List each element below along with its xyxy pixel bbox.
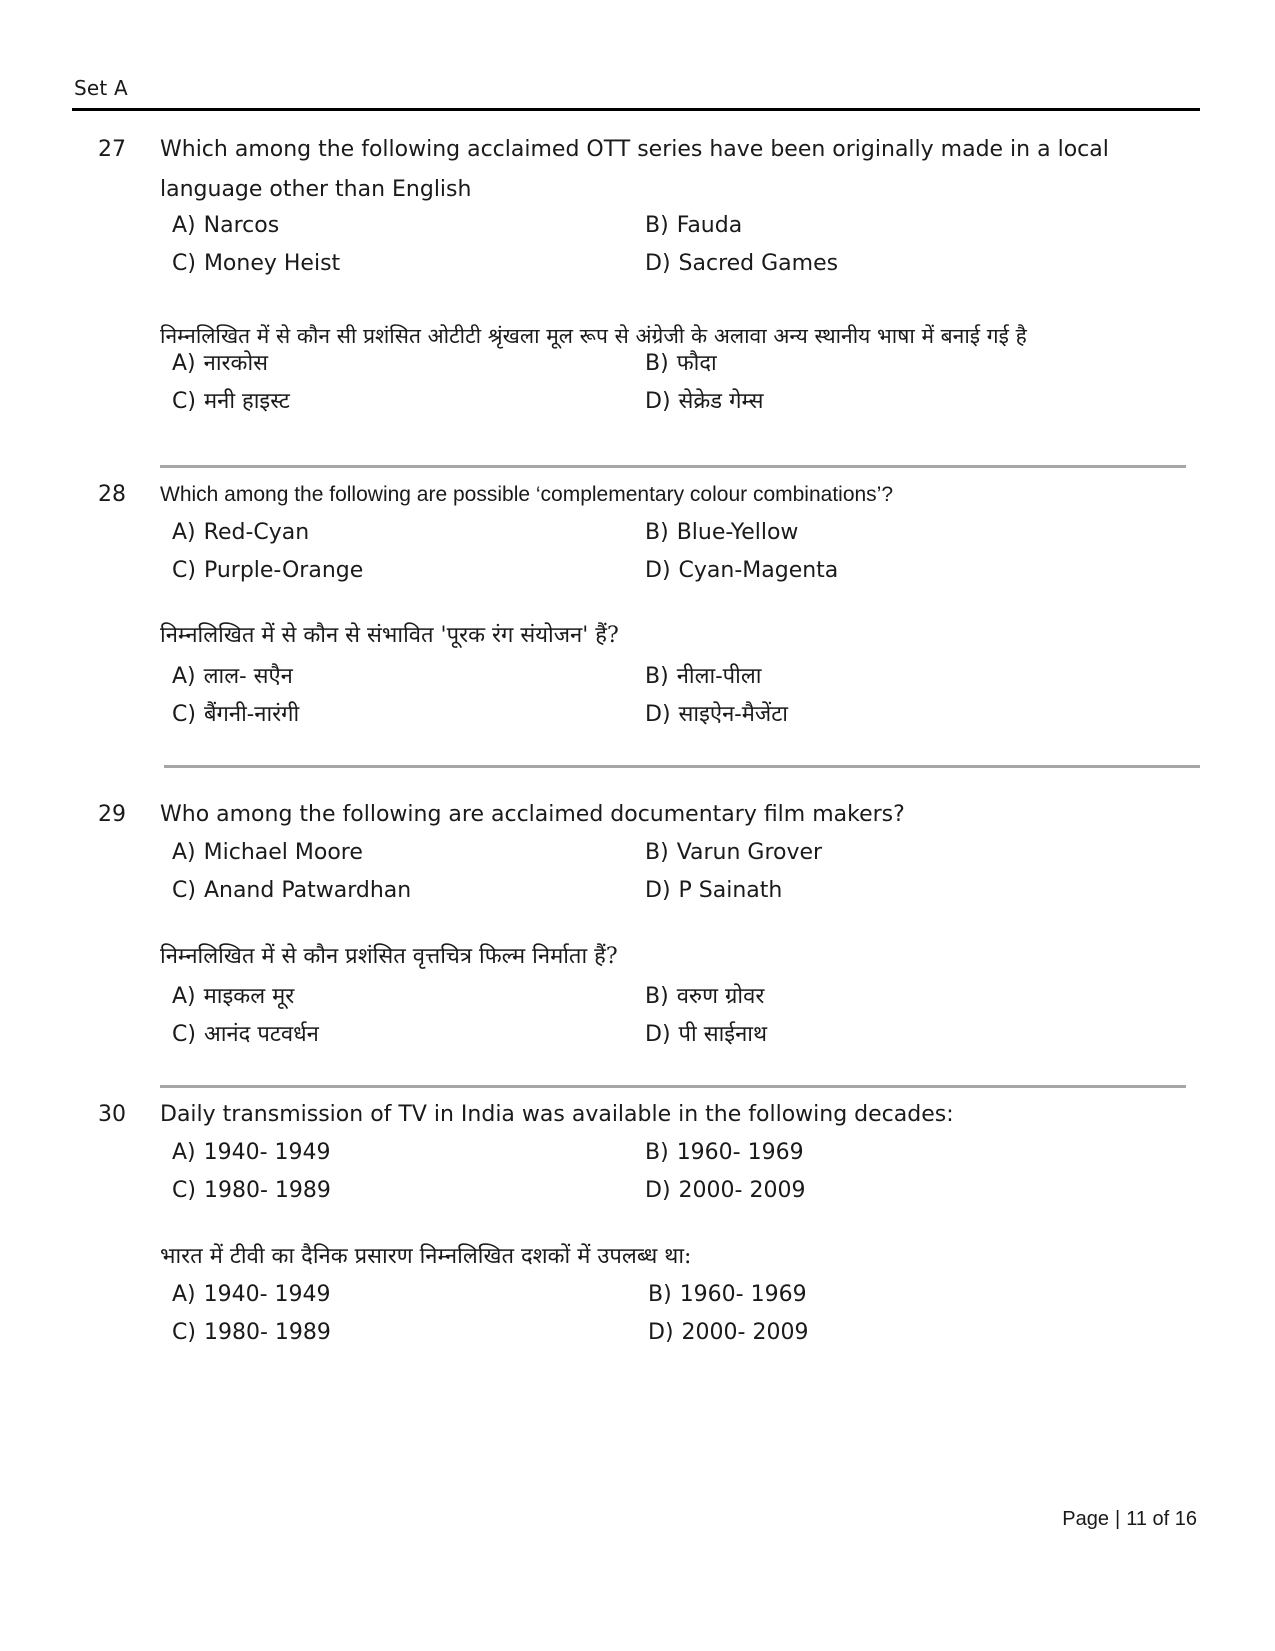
page-number: 11 of 16 [1126, 1508, 1197, 1530]
option-c-en[interactable]: C) Anand Patwardhan [172, 878, 412, 903]
question-number: 30 [98, 1102, 126, 1127]
option-c-hi[interactable]: C) बैंगनी-नारंगी [172, 702, 300, 727]
option-b-hi[interactable]: B) वरुण ग्रोवर [645, 984, 765, 1009]
option-a-hi[interactable]: A) लाल- सएैन [172, 664, 293, 689]
option-c-en[interactable]: C) Purple-Orange [172, 558, 364, 583]
page-word: Page [1062, 1508, 1109, 1530]
question-text-hi: निम्नलिखित में से कौन सी प्रशंसित ओटीटी श्रृंखला मूल रूप से अंग्रेजी के अलावा अन्य स्थानीय भाषा में बनाई गई है [160, 324, 1027, 348]
question-divider [160, 465, 1186, 468]
option-d-en[interactable]: D) 2000- 2009 [645, 1178, 806, 1203]
question-text-en: Which among the following are possible ‘complementary colour combinations’? [160, 483, 894, 506]
option-a-en[interactable]: A) Michael Moore [172, 840, 363, 865]
option-c-en[interactable]: C) 1980- 1989 [172, 1178, 331, 1203]
question-divider [160, 1085, 1186, 1088]
option-b-hi[interactable]: B) फौदा [645, 351, 717, 376]
page-footer [1062, 1508, 1197, 1531]
option-c-hi[interactable]: C) मनी हाइस्ट [172, 389, 290, 414]
question-divider [164, 765, 1200, 768]
option-b-en[interactable]: B) Varun Grover [645, 840, 823, 865]
option-b-hi[interactable]: B) नीला-पीला [645, 664, 762, 689]
page-separator: | [1114, 1508, 1121, 1530]
option-a-en[interactable]: A) Red-Cyan [172, 520, 310, 545]
question-number: 27 [98, 137, 126, 162]
option-d-hi[interactable]: D) साइऐन-मैजेंटा [645, 702, 788, 727]
option-d-en[interactable]: D) P Sainath [645, 878, 783, 903]
option-c-hi[interactable]: C) 1980- 1989 [172, 1320, 331, 1345]
question-text-hi: भारत में टीवी का दैनिक प्रसारण निम्नलिखित दशकों में उपलब्ध था: [160, 1244, 692, 1269]
question-text-hi: निम्नलिखित में से कौन से संभावित 'पूरक रंग संयोजन' हैं? [160, 623, 619, 648]
question-text-en: Which among the following acclaimed OTT series have been originally made in a local language other than English [160, 137, 1109, 202]
option-a-en[interactable]: A) Narcos [172, 213, 280, 238]
option-a-hi[interactable]: A) 1940- 1949 [172, 1282, 331, 1307]
option-d-en[interactable]: D) Sacred Games [645, 251, 839, 276]
page-header [72, 72, 1200, 111]
option-a-hi[interactable]: A) माइकल मूर [172, 984, 295, 1009]
option-a-hi[interactable]: A) नारकोस [172, 351, 269, 376]
question-number: 29 [98, 802, 126, 827]
option-b-en[interactable]: B) 1960- 1969 [645, 1140, 804, 1165]
question-text-en: Who among the following are acclaimed documentary film makers? [160, 802, 905, 827]
question-text-hi: निम्नलिखित में से कौन प्रशंसित वृत्तचित्र फिल्म निर्माता हैं? [160, 944, 618, 969]
option-d-hi[interactable]: D) पी साईनाथ [645, 1022, 768, 1047]
option-b-en[interactable]: B) Blue-Yellow [645, 520, 799, 545]
option-d-en[interactable]: D) Cyan-Magenta [645, 558, 839, 583]
option-b-hi[interactable]: B) 1960- 1969 [648, 1282, 807, 1307]
option-d-hi[interactable]: D) सेक्रेड गेम्स [645, 389, 764, 414]
question-number: 28 [98, 482, 126, 507]
option-c-hi[interactable]: C) आनंद पटवर्धन [172, 1022, 319, 1047]
set-label: Set A [74, 76, 128, 100]
option-a-en[interactable]: A) 1940- 1949 [172, 1140, 331, 1165]
question-text-en: Daily transmission of TV in India was available in the following decades: [160, 1102, 954, 1127]
option-b-en[interactable]: B) Fauda [645, 213, 743, 238]
option-c-en[interactable]: C) Money Heist [172, 251, 341, 276]
option-d-hi[interactable]: D) 2000- 2009 [648, 1320, 809, 1345]
